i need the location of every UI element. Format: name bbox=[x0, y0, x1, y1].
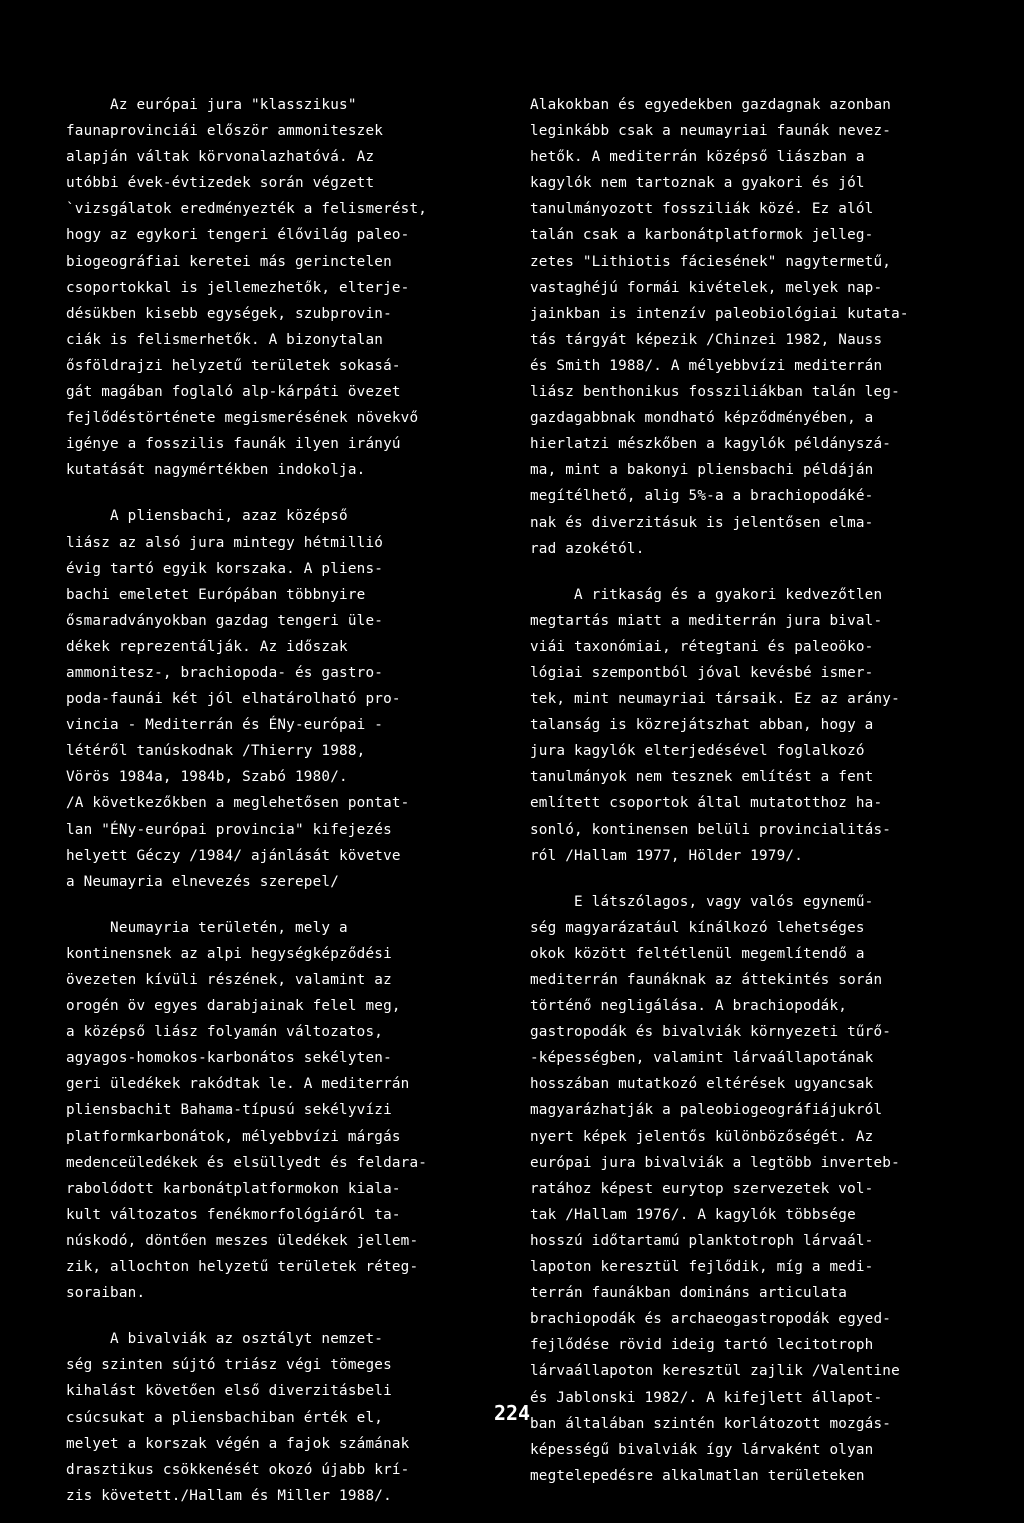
text-line: soraiban. bbox=[66, 1285, 146, 1302]
text-line: agyagos-homokos-karbonátos sekélyten- bbox=[66, 1050, 392, 1067]
text-line: sonló, kontinensen belüli provincialitás- bbox=[530, 821, 892, 838]
text-line: a középső liász folyamán változatos, bbox=[66, 1024, 384, 1041]
text-line: alapján váltak körvonalazhatóvá. Az bbox=[66, 149, 375, 166]
text-line: liász az alsó jura mintegy hétmillió bbox=[66, 534, 384, 551]
text-line: núskodó, döntően meszes üledékek jellem- bbox=[66, 1232, 419, 1249]
text-line: megtelepedésre alkalmatlan területeken bbox=[530, 1467, 865, 1484]
text-line: és Jablonski 1982/. A kifejlett állapot- bbox=[530, 1389, 883, 1406]
text-line: pliensbachit Bahama-típusú sekélyvízi bbox=[66, 1102, 392, 1119]
text-line: zik, allochton helyzetű területek réteg- bbox=[66, 1259, 419, 1276]
text-line: ról /Hallam 1977, Hölder 1979/. bbox=[530, 847, 804, 864]
text-line: helyett Géczy /1984/ ajánlását követve bbox=[66, 847, 401, 864]
text-line: kontinensnek az alpi hegységképződési bbox=[66, 945, 392, 962]
text-line: fejlődéstörténete megismerésének növekvő bbox=[66, 410, 419, 427]
page-number: 224 bbox=[493, 1401, 531, 1425]
text-line: talán csak a karbonátplatformok jelleg- bbox=[530, 227, 874, 244]
text-line: lógiai szempontból jóval kevésbé ismer- bbox=[530, 664, 874, 681]
text-line: Neumayria területén, mely a bbox=[66, 919, 348, 936]
text-line: tanulmányozott fossziliák közé. Ez alól bbox=[530, 201, 874, 218]
text-line: /A következőkben a meglehetősen pontat- bbox=[66, 795, 410, 812]
text-line: ség magyarázatául kínálkozó lehetséges bbox=[530, 919, 865, 936]
paragraph bbox=[66, 92, 486, 483]
text-line: tanulmányok nem tesznek említést a fent bbox=[530, 769, 874, 786]
text-line: európai jura bivalviák a legtöbb inverteb- bbox=[530, 1154, 900, 1171]
text-line: említett csoportok által mutatotthoz ha- bbox=[530, 795, 883, 812]
text-line: évig tartó egyik korszaka. A pliens- bbox=[66, 560, 384, 577]
paragraph bbox=[530, 889, 950, 1489]
text-line: létéről tanúskodnak /Thierry 1988, bbox=[66, 743, 366, 760]
text-line: nyert képek jelentős különbözőségét. Az bbox=[530, 1128, 874, 1145]
paragraph bbox=[66, 1326, 486, 1509]
text-line: ciák is felismerhetők. A bizonytalan bbox=[66, 331, 384, 348]
text-line: Alakokban és egyedekben gazdagnak azonban bbox=[530, 97, 892, 113]
text-line: gastropodák és bivalviák környezeti tűrő- bbox=[530, 1024, 892, 1041]
text-line: kagylók nem tartoznak a gyakori és jól bbox=[530, 175, 865, 192]
text-line: drasztikus csökkenését okozó újabb krí- bbox=[66, 1461, 410, 1478]
text-line: nak és diverzitásuk is jelentősen elma- bbox=[530, 514, 874, 531]
text-line: biogeográfiai keretei más gerinctelen bbox=[66, 253, 392, 270]
text-line: képességű bivalviák így lárvaként olyan bbox=[530, 1441, 874, 1458]
text-line: övezeten kívüli részének, valamint az bbox=[66, 972, 392, 988]
text-line: liász benthonikus fossziliákban talán leg- bbox=[530, 384, 900, 401]
text-line: csúcsukat a pliensbachiban érték el, bbox=[66, 1409, 384, 1426]
text-line: -képességben, valamint lárvaállapotának bbox=[530, 1050, 874, 1067]
text-line: rad azokétól. bbox=[530, 540, 645, 557]
text-line: ősmaradványokban gazdag tengeri üle- bbox=[66, 612, 384, 629]
text-line: jainkban is intenzív paleobiológiai kutata- bbox=[530, 305, 909, 322]
text-line: dékek reprezentálják. Az időszak bbox=[66, 638, 348, 655]
text-line: ősföldrajzi helyzetű területek sokasá- bbox=[66, 357, 401, 374]
text-line: `vizsgálatok eredményezték a felismerést, bbox=[66, 201, 428, 218]
text-line: E látszólagos, vagy valós egynemű- bbox=[530, 893, 874, 910]
text-line: hosszú időtartamú planktotroph lárvaál- bbox=[530, 1232, 874, 1249]
text-line: Vörös 1984a, 1984b, Szabó 1980/. bbox=[66, 769, 348, 786]
text-line: talanság is közrejátszhat abban, hogy a bbox=[530, 717, 874, 734]
text-line: a Neumayria elnevezés szerepel/ bbox=[66, 873, 340, 890]
text-line: A bivalviák az osztályt nemzet- bbox=[66, 1331, 384, 1348]
text-line: megtartás miatt a mediterrán jura bival- bbox=[530, 612, 883, 629]
text-line: utóbbi évek-évtizedek során végzett bbox=[66, 175, 375, 192]
text-line: vastaghéjú formái kivételek, melyek nap- bbox=[530, 279, 883, 296]
text-line: ban általában szintén korlátozott mozgás- bbox=[530, 1415, 892, 1432]
text-line: rabolódott karbonátplatformokon kiala- bbox=[66, 1180, 401, 1197]
text-line: vincia - Mediterrán és ÉNy-európai - bbox=[66, 717, 384, 734]
text-line: zis követett./Hallam és Miller 1988/. bbox=[66, 1487, 392, 1504]
text-line: faunaprovinciái először ammoniteszek bbox=[66, 123, 384, 140]
text-line: tek, mint neumayriai társaik. Ez az arány- bbox=[530, 691, 900, 708]
text-line: mediterrán faunáknak az áttekintés során bbox=[530, 972, 883, 988]
text-line: lapoton keresztül fejlődik, míg a medi- bbox=[530, 1259, 874, 1276]
text-line: kihalást követően első diverzitásbeli bbox=[66, 1383, 392, 1400]
text-line: désükben kisebb egységek, szubprovin- bbox=[66, 305, 392, 322]
text-line: terrán faunákban domináns articulata bbox=[530, 1285, 848, 1302]
paragraph bbox=[530, 582, 950, 869]
text-line: A ritkaság és a gyakori kedvezőtlen bbox=[530, 586, 883, 603]
text-line: A pliensbachi, azaz középső bbox=[66, 508, 348, 525]
text-line: fejlődése rövid ideig tartó lecitotroph bbox=[530, 1337, 874, 1354]
text-line: történő negligálása. A brachiopodák, bbox=[530, 998, 848, 1015]
text-line: lan "ÉNy-európai provincia" kifejezés bbox=[66, 821, 392, 838]
text-line: kult változatos fenékmorfológiáról ta- bbox=[66, 1206, 401, 1223]
text-line: brachiopodák és archaeogastropodák egyed- bbox=[530, 1311, 892, 1328]
text-line: magyarázhatják a paleobiogeográfiájukról bbox=[530, 1102, 883, 1119]
text-line: igénye a fosszilis faunák ilyen irányú bbox=[66, 436, 401, 453]
text-line: geri üledékek rakódtak le. A mediterrán bbox=[66, 1076, 410, 1093]
text-line: viái taxonómiai, rétegtani és paleoöko- bbox=[530, 638, 874, 655]
text-line: ség szinten sújtó triász végi tömeges bbox=[66, 1357, 392, 1374]
text-line: bachi emeletet Európában többnyire bbox=[66, 586, 366, 603]
right-column bbox=[530, 92, 950, 1489]
paragraph bbox=[66, 915, 486, 1306]
left-column bbox=[66, 92, 486, 1509]
text-line: ma, mint a bakonyi pliensbachi példáján bbox=[530, 462, 874, 479]
text-line: gazdagabbnak mondható képződményében, a bbox=[530, 410, 874, 427]
paragraph bbox=[66, 503, 486, 894]
text-line: leginkább csak a neumayriai faunák nevez- bbox=[530, 123, 892, 140]
text-line: hogy az egykori tengeri élővilág paleo- bbox=[66, 227, 410, 244]
text-line: ratához képest eurytop szervezetek vol- bbox=[530, 1180, 874, 1197]
text-line: kutatását nagymértékben indokolja. bbox=[66, 462, 366, 479]
text-line: melyet a korszak végén a fajok számának bbox=[66, 1435, 410, 1452]
text-line: hetők. A mediterrán középső liászban a bbox=[530, 149, 865, 166]
text-line: zetes "Lithiotis fáciesének" nagytermetű, bbox=[530, 253, 892, 270]
text-line: ammonitesz-, brachiopoda- és gastro- bbox=[66, 664, 384, 681]
text-line: jura kagylók elterjedésével foglalkozó bbox=[530, 743, 865, 760]
text-line: poda-faunái két jól elhatárolható pro- bbox=[66, 691, 401, 708]
text-line: lárvaállapoton keresztül zajlik /Valentine bbox=[530, 1363, 900, 1380]
text-line: megítélhető, alig 5%-a a brachiopodáké- bbox=[530, 488, 874, 505]
paragraph bbox=[530, 92, 950, 562]
text-line: orogén öv egyes darabjainak felel meg, bbox=[66, 998, 401, 1015]
text-line: platformkarbonátok, mélyebbvízi márgás bbox=[66, 1128, 401, 1145]
text-line: gát magában foglaló alp-kárpáti övezet bbox=[66, 384, 401, 401]
text-line: csoportokkal is jellemezhetők, elterje- bbox=[66, 279, 410, 296]
text-line: és Smith 1988/. A mélyebbvízi mediterrán bbox=[530, 357, 883, 374]
text-line: okok között feltétlenül megemlítendő a bbox=[530, 945, 865, 962]
text-line: tás tárgyát képezik /Chinzei 1982, Nauss bbox=[530, 331, 883, 348]
text-line: medenceüledékek és elsüllyedt és feldara- bbox=[66, 1154, 428, 1171]
text-line: hierlatzi mészkőben a kagylók példányszá- bbox=[530, 436, 892, 453]
text-line: hosszában mutatkozó eltérések ugyancsak bbox=[530, 1076, 874, 1093]
text-line: tak /Hallam 1976/. A kagylók többsége bbox=[530, 1206, 856, 1223]
text-line: Az európai jura "klasszikus" bbox=[66, 97, 357, 113]
